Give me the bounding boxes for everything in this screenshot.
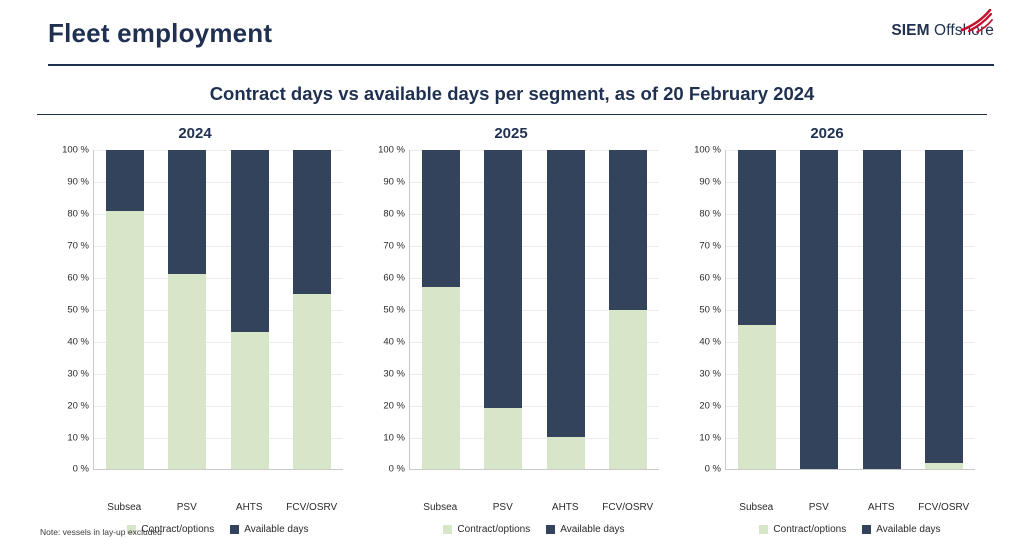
- slide-header: [37, 12, 994, 60]
- y-tick: 40 %: [699, 336, 721, 348]
- legend-label: Available days: [244, 524, 309, 535]
- y-tick: 100 %: [378, 144, 405, 156]
- y-tick: 30 %: [383, 368, 405, 380]
- legend-swatch-available-icon: [862, 525, 871, 534]
- x-axis-2024: [93, 502, 343, 513]
- legend-2026: [725, 524, 975, 535]
- x-tick: PSV: [808, 502, 829, 513]
- bar-column-subsea[interactable]: [106, 150, 144, 469]
- legend-item-available[interactable]: [546, 524, 624, 535]
- plot-2026: [725, 150, 975, 470]
- bar-column-subsea[interactable]: [422, 150, 460, 469]
- legend-item-contract[interactable]: [443, 524, 530, 535]
- y-tick: 70 %: [67, 240, 89, 252]
- legend-item-available[interactable]: [862, 524, 940, 535]
- bar-column-fcv-osrv[interactable]: [609, 150, 647, 469]
- y-tick: 100 %: [694, 144, 721, 156]
- x-tick: FCV/OSRV: [918, 502, 970, 513]
- plot-area-2025: [353, 144, 669, 535]
- chart-title-divider: [37, 114, 987, 115]
- plot-area-2026: [669, 144, 985, 535]
- y-tick: 80 %: [383, 208, 405, 220]
- bars-2025: [410, 150, 659, 469]
- page-title: Fleet employment: [48, 18, 273, 48]
- chart-panel-2025: [353, 120, 669, 535]
- y-axis-2025: [361, 144, 409, 475]
- bar-column-ahts[interactable]: [231, 150, 269, 469]
- bar-column-fcv-osrv[interactable]: [925, 150, 963, 469]
- x-tick: Subsea: [423, 502, 458, 513]
- legend-label: Contract/options: [457, 524, 531, 535]
- y-tick: 70 %: [383, 240, 405, 252]
- x-tick: FCV/OSRV: [286, 502, 338, 513]
- y-tick: 30 %: [67, 368, 89, 380]
- y-tick: 30 %: [699, 368, 721, 380]
- x-tick: AHTS: [551, 502, 579, 513]
- bar-column-ahts[interactable]: [547, 150, 585, 469]
- x-tick: Subsea: [739, 502, 774, 513]
- y-tick: 70 %: [699, 240, 721, 252]
- y-tick: 90 %: [699, 176, 721, 188]
- chart-panel-2026: [669, 120, 985, 535]
- y-tick: 50 %: [699, 304, 721, 316]
- logo-text-strong: SIEM: [891, 22, 930, 39]
- y-tick: 90 %: [383, 176, 405, 188]
- y-tick: 10 %: [383, 432, 405, 444]
- x-axis-2026: [725, 502, 975, 513]
- y-tick: 0 %: [388, 463, 405, 475]
- y-tick: 20 %: [383, 400, 405, 412]
- bars-2024: [94, 150, 343, 469]
- bar-column-psv[interactable]: [800, 150, 838, 469]
- y-tick: 60 %: [699, 272, 721, 284]
- x-tick: AHTS: [235, 502, 263, 513]
- plot-2024: [93, 150, 343, 470]
- y-tick: 40 %: [383, 336, 405, 348]
- legend-2025: [409, 524, 659, 535]
- y-tick: 10 %: [67, 432, 89, 444]
- plot-2025: [409, 150, 659, 470]
- y-tick: 20 %: [699, 400, 721, 412]
- y-tick: 50 %: [383, 304, 405, 316]
- legend-item-available[interactable]: [230, 524, 308, 535]
- company-logo: [891, 22, 994, 40]
- header-divider: [48, 64, 994, 66]
- logo-text-light: Offshore: [934, 22, 994, 39]
- chart-group-title: Contract days vs available days per segment, as of 20 February 2024: [209, 83, 815, 104]
- panel-title: 2025: [494, 125, 528, 142]
- y-tick: 100 %: [62, 144, 89, 156]
- bars-2026: [726, 150, 975, 469]
- x-tick: AHTS: [867, 502, 895, 513]
- bar-column-ahts[interactable]: [863, 150, 901, 469]
- y-tick: 60 %: [383, 272, 405, 284]
- x-tick: PSV: [492, 502, 513, 513]
- y-tick: 50 %: [67, 304, 89, 316]
- x-axis-2025: [409, 502, 659, 513]
- bar-column-subsea[interactable]: [738, 150, 776, 469]
- y-tick: 90 %: [67, 176, 89, 188]
- x-tick: PSV: [176, 502, 197, 513]
- y-tick: 80 %: [67, 208, 89, 220]
- siem-swoosh-icon: [960, 9, 994, 33]
- legend-swatch-available-icon: [546, 525, 555, 534]
- y-tick: 0 %: [72, 463, 89, 475]
- x-tick: FCV/OSRV: [602, 502, 654, 513]
- y-tick: 20 %: [67, 400, 89, 412]
- y-tick: 0 %: [704, 463, 721, 475]
- legend-swatch-contract-icon: [443, 525, 452, 534]
- bar-column-psv[interactable]: [168, 150, 206, 469]
- y-tick: 80 %: [699, 208, 721, 220]
- y-axis-2026: [677, 144, 725, 475]
- legend-label: Contract/options: [141, 524, 215, 535]
- y-tick: 40 %: [67, 336, 89, 348]
- y-tick: 10 %: [699, 432, 721, 444]
- y-tick: 60 %: [67, 272, 89, 284]
- y-axis-2024: [45, 144, 93, 475]
- bar-column-psv[interactable]: [484, 150, 522, 469]
- footnote: Note: vessels in lay-up excluded: [40, 527, 162, 537]
- panel-title: 2026: [810, 125, 844, 142]
- legend-swatch-available-icon: [230, 525, 239, 534]
- legend-label: Contract/options: [773, 524, 847, 535]
- bar-column-fcv-osrv[interactable]: [293, 150, 331, 469]
- legend-swatch-contract-icon: [759, 525, 768, 534]
- legend-label: Available days: [876, 524, 941, 535]
- legend-label: Available days: [560, 524, 625, 535]
- panel-title: 2024: [178, 125, 212, 142]
- legend-item-contract[interactable]: [759, 524, 846, 535]
- x-tick: Subsea: [107, 502, 142, 513]
